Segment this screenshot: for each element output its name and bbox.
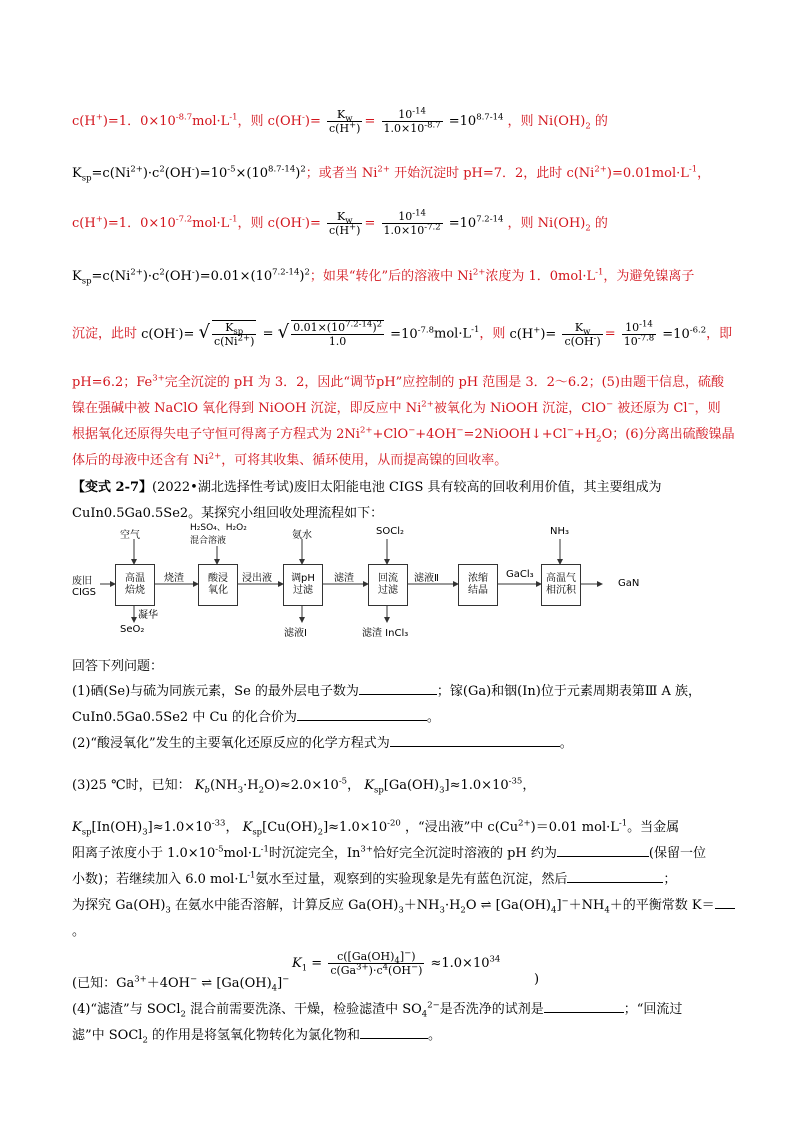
- known-reaction: (已知：$Ga^{3+}+4OH^-$ ⇌ $[Ga(OH)_4]^-$ ): [72, 972, 540, 994]
- question-3-line-6: 。: [72, 924, 86, 939]
- k1-formula: $K_1$ = $\frac{c([Ga(OH)_4]^-)}{c(Ga^{3+})\cdot c^4(OH^-)}$ $\approx 1.0\times 10^{34}$: [292, 948, 501, 977]
- flow-seo2: SeO₂: [120, 624, 145, 635]
- flow-filtrate-1: 滤液Ⅰ: [284, 628, 307, 639]
- problem-formula: CuIn0.5Ga0.5Se2。某探究小组回收处理流程如下：: [72, 506, 384, 521]
- question-3-line-4: 小数)；若继续加入 6.0 $mol\cdot L^{-1}$氨水至过量，观察到的实验现象是先有蓝色沉淀，然后 ；: [72, 870, 677, 887]
- question-2: (2)“酸浸氧化”发生的主要氧化还原反应的化学方程式为 。: [72, 736, 573, 751]
- answer-prompt: 回答下列问题：: [72, 659, 164, 674]
- flow-box-roast: 高温 焙烧: [115, 564, 155, 606]
- question-1-line-1: (1)硒(Se)与硫为同族元素，Se 的最外层电子数为 ；镓(Ga)和铟(In)位于元素周期表第Ⅲ A 族，: [72, 684, 702, 699]
- flow-box-reflux: 回流 过滤: [368, 564, 408, 606]
- solution-line-4: $K_{sp}=c(Ni^{2+})\cdot c^2(OH^-)=0.01\times(10^{7.2-14})^2$；如果“转化”后的溶液中 $Ni^{2+}$浓度为 1．$0mol\cdot L^{-1}$，为避免镍离子: [72, 267, 695, 287]
- flow-residue-incl3: 滤渣 InCl₃: [362, 628, 409, 639]
- solution-line-1: c(H+)=1．$0\times 10^{-8.7}mol\cdot L^{-1}$，则 c(OH-)= $\frac{K_w}{c(H^+)}$ = $\frac{10^{-14}}{1.0\times 10^{-8.7}}$ $=10^{8.7-14}$ ，则 $Ni(OH)_2$ 的: [72, 106, 608, 135]
- problem-intro: 【变式 2-7】(2022•湖北选择性考试)废旧太阳能电池 CIGS 具有较高的回收利用价值，其主要组成为: [72, 480, 662, 495]
- solution-line-8: 根据氧化还原得失电子守恒可得离子方程式为 $2Ni^{2+}+ClO^-+4OH^-=2NiOOH↓+Cl^-+H_2O$；(6)分离出硫酸镍晶: [72, 425, 735, 445]
- flow-arrow-label-4: 滤液Ⅱ: [414, 573, 439, 584]
- solution-line-2: $K_{sp}=c(Ni^{2+})\cdot c^2(OH^-)=10^{-5}\times(10^{8.7-14})^2$；或者当 $Ni^{2+}$ 开始沉淀时 pH=7．2，此时 $c(Ni^{2+})=0.01mol\cdot L^{-1}$，: [72, 164, 711, 184]
- flow-box-deposition: 高温气 相沉积: [541, 564, 581, 606]
- flow-arrow-label-2: 浸出液: [242, 573, 272, 584]
- flow-nh3: NH₃: [550, 526, 570, 537]
- question-3-line-1: (3)25 ℃时，已知： $K_b(NH_3\cdot H_2O)\approx 2.0\times 10^{-5}$， $K_{sp}[Ga(OH)_3]\approx 1.0\times 10^{-35}$，: [72, 776, 536, 796]
- flow-arrow-label-3: 滤渣: [334, 573, 354, 584]
- flow-socl2: SOCl₂: [376, 526, 404, 537]
- question-3-line-2: $K_{sp}[In(OH)_3]\approx 1.0\times 10^{-33}$， $K_{sp}[Cu(OH)_2]\approx 1.0\times 10^{-20}$ ，“浸出液”中 $c(Cu^{2+})=0.01$ $mol\cdot L^{-1}$。当金属: [72, 818, 680, 838]
- flow-box-acid-leach: 酸浸 氧化: [198, 564, 238, 606]
- flow-input: 废旧 CIGS: [72, 576, 97, 598]
- flow-arrow-label-5: GaCl₃: [506, 569, 534, 580]
- flow-ammonia: 氨水: [292, 530, 312, 541]
- flow-box-adjust-ph: 调pH 过滤: [283, 564, 323, 606]
- flow-sublimation: 凝华: [138, 610, 158, 621]
- flow-arrow-label-1: 烧渣: [164, 573, 184, 584]
- question-3-line-3: 阳离子浓度小于 $1.0\times 10^{-5}mol\cdot L^{-1}$时沉淀完全，$In^{3+}$恰好完全沉淀时溶液的 pH 约为 (保留一位: [72, 844, 706, 861]
- question-3-line-5: 为探究 $Ga(OH)_3$ 在氨水中能否溶解，计算反应 $Ga(OH)_3+NH_3\cdot H_2O$ ⇌ $[Ga(OH)_4]^-+NH_4+$的平衡常数 K＝: [72, 894, 735, 913]
- solution-line-7: 镍在强碱中被 NaClO 氧化得到 NiOOH 沉淀，即反应中 $Ni^{2+}$被氧化为 NiOOH 沉淀，ClO− 被还原为 Cl−，则: [72, 399, 721, 416]
- question-1-line-2: CuIn0.5Ga0.5Se2 中 Cu 的化合价为 。: [72, 710, 440, 725]
- question-4-line-2: 滤”中 SOCl$_2$ 的作用是将氢氧化物转化为氯化物和 。: [72, 1028, 442, 1046]
- process-flowchart: [72, 524, 672, 652]
- flow-box-crystallize: 浓缩 结晶: [458, 564, 498, 606]
- solution-line-9: 体后的母液中还含有 $Ni^{2+}$，可将其收集、循环使用，从而提高镍的回收率。: [72, 451, 508, 468]
- solution-line-3: c(H+)=1．$0\times 10^{-7.2}mol\cdot L^{-1}$，则 c(OH-)= $\frac{K_w}{c(H^+)}$ = $\frac{10^{-14}}{1.0\times 10^{-7.2}}$ $=10^{7.2-14}$ ，则 $Ni(OH)_2$ 的: [72, 208, 608, 237]
- flow-output: GaN: [618, 578, 640, 589]
- solution-line-5: 沉淀，此时 c(OH-)= √ $\frac{K_{sp}}{c(Ni^{2+})}$ = √ $\frac{0.01\times(10^{7.2-14})^2}{1.0}$ $=10^{-7.8}mol\cdot L^{-1}$，则 c(H+)= $\frac{K_w}{c(OH^-)}$ = $\frac{10^{-14}}{10^{-7.8}}$ $=10^{-6.2}$，即: [72, 318, 733, 348]
- solution-line-6: pH=6.2；$Fe^{3+}$完全沉淀的 pH 为 3．2，因此“调节pH”应控制的 pH 范围是 3．2～6.2；(5)由题干信息，硫酸: [72, 373, 725, 390]
- question-4-line-1: (4)“滤渣”与 SOCl$_2$ 混合前需要洗涤、干燥，检验滤渣中 $SO_4^{2-}$是否洗净的试剂是 ；“回流过: [72, 1000, 683, 1020]
- flow-acid: H₂SO₄、H₂O₂ 混合溶液: [190, 523, 247, 546]
- flow-air: 空气: [120, 530, 140, 541]
